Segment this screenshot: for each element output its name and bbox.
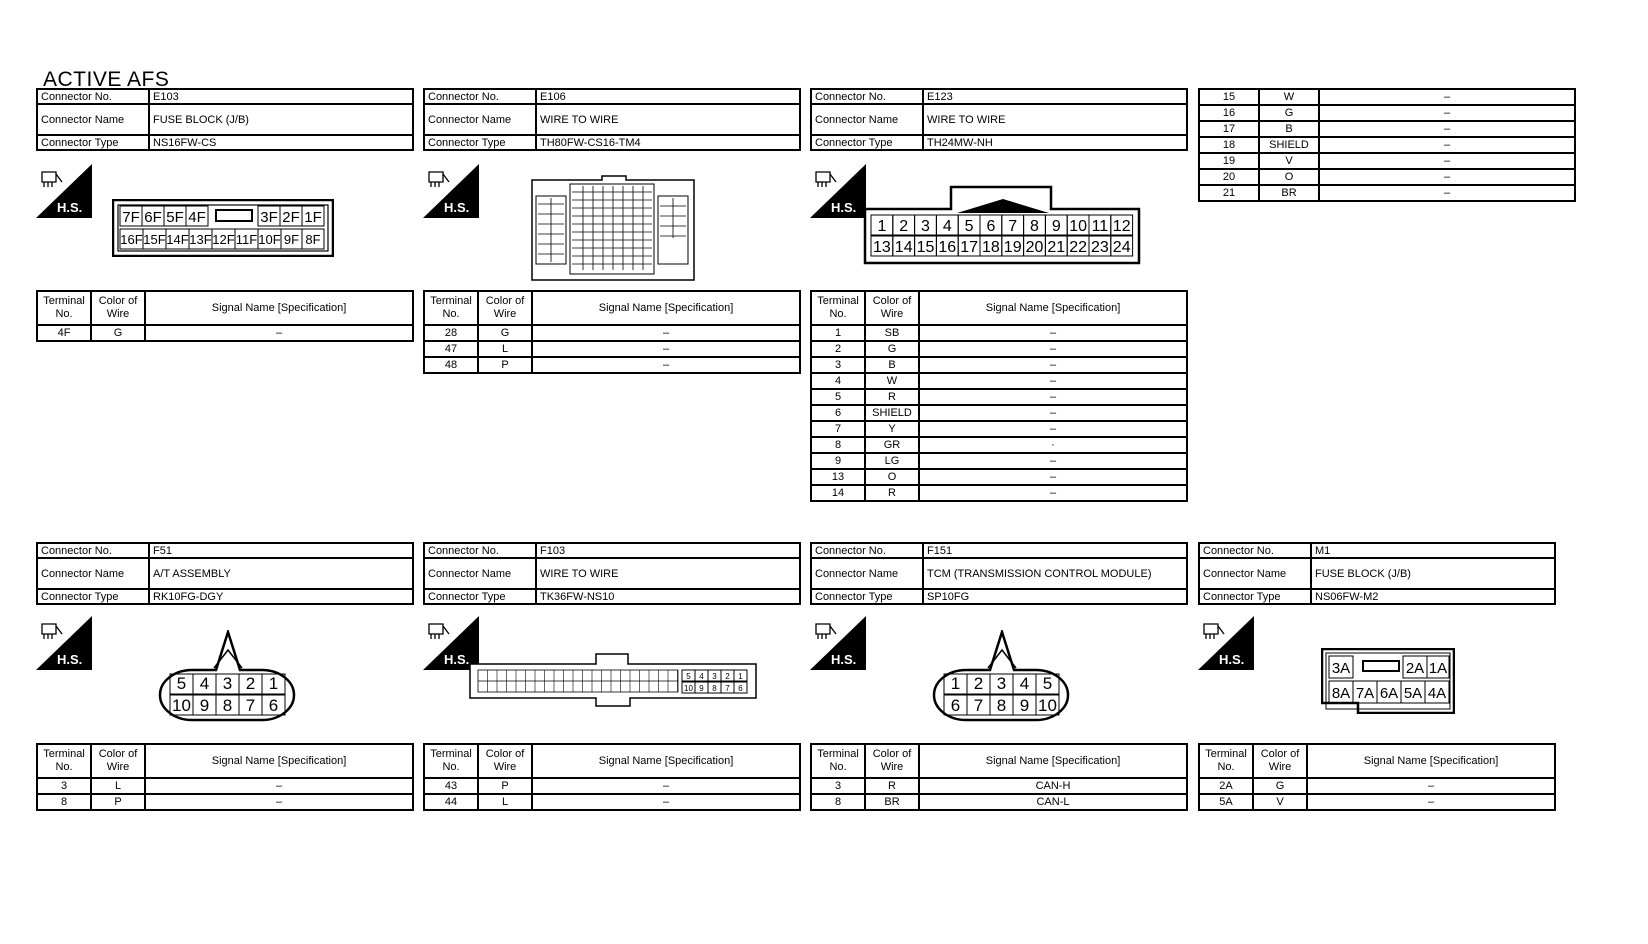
svg-text:3: 3: [921, 218, 930, 235]
connector-name-label: Connector Name: [424, 104, 536, 135]
pin-2a: [1403, 656, 1427, 678]
signal-header: Signal Name [Specification]: [919, 291, 1187, 325]
pin-6a: [1377, 681, 1401, 703]
svg-text:9: 9: [1019, 696, 1030, 715]
connector-info-table: [36, 542, 414, 605]
signal-header: Signal Name [Specification]: [919, 744, 1187, 778]
connector-info-table: [36, 88, 414, 151]
svg-text:2F: 2F: [282, 209, 300, 226]
table-row: 16 G –: [1199, 105, 1575, 121]
svg-text:3: 3: [712, 672, 717, 681]
signal-header: Signal Name [Specification]: [532, 291, 800, 325]
harness-side-icon: [810, 164, 866, 218]
svg-text:6: 6: [738, 684, 743, 693]
connector-info-table: [423, 88, 801, 151]
connector-no-value: F51: [149, 543, 413, 558]
svg-text:1: 1: [738, 672, 743, 681]
color-header: Color of Wire: [865, 291, 919, 325]
connector-no-label: Connector No.: [811, 543, 923, 558]
connector-face-f103: [468, 652, 758, 708]
svg-text:15: 15: [916, 239, 935, 256]
svg-text:17: 17: [960, 239, 978, 256]
svg-text:8: 8: [1030, 218, 1039, 235]
connector-no-label: Connector No.: [424, 543, 536, 558]
table-row: 8 P –: [37, 794, 413, 810]
svg-text:5: 5: [964, 218, 974, 235]
svg-text:2: 2: [725, 672, 730, 681]
svg-text:5: 5: [1042, 674, 1053, 693]
table-row: 5A V –: [1199, 794, 1555, 810]
pin-8a: [1329, 681, 1353, 703]
svg-text:6A: 6A: [1379, 685, 1399, 702]
svg-text:H.S.: H.S.: [831, 652, 857, 667]
connector-block-e106: [423, 88, 801, 151]
connector-type-value: NS06FW-M2: [1311, 589, 1555, 604]
svg-text:4A: 4A: [1427, 685, 1447, 702]
pin-10: [1036, 695, 1059, 715]
svg-text:15F: 15F: [143, 232, 166, 247]
signal-table-f151: [810, 743, 1188, 811]
svg-text:2: 2: [245, 674, 256, 693]
pin-9f: [281, 229, 302, 249]
pin-21: [1045, 236, 1067, 256]
svg-text:11F: 11F: [235, 232, 258, 247]
svg-text:4F: 4F: [188, 209, 206, 226]
svg-text:7A: 7A: [1355, 685, 1375, 702]
connector-no-label: Connector No.: [37, 543, 149, 558]
svg-text:12F: 12F: [212, 232, 235, 247]
table-row: 28 G –: [424, 325, 800, 341]
connector-block-f151: [810, 542, 1188, 605]
pin-7a: [1353, 681, 1377, 703]
table-row: 7 Y –: [811, 421, 1187, 437]
pin-2f: [280, 206, 302, 226]
terminal-header: Terminal No.: [37, 291, 91, 325]
connector-name-label: Connector Name: [811, 104, 923, 135]
svg-text:10: 10: [1038, 696, 1057, 715]
svg-text:1A: 1A: [1428, 660, 1448, 677]
connector-no-label: Connector No.: [37, 89, 149, 104]
connector-type-value: SP10FG: [923, 589, 1187, 604]
pin-13f: [189, 229, 212, 249]
svg-text:7: 7: [973, 696, 984, 715]
signal-header: Signal Name [Specification]: [145, 291, 413, 325]
pin-10f: [258, 229, 281, 249]
connector-info-table: [423, 542, 801, 605]
svg-text:13F: 13F: [189, 232, 212, 247]
table-row: 21 BR –: [1199, 185, 1575, 201]
color-header: Color of Wire: [91, 291, 145, 325]
harness-side-icon: [423, 164, 479, 218]
harness-side-icon: [1198, 616, 1254, 670]
connector-info-table: [810, 542, 1188, 605]
connector-name-value: FUSE BLOCK (J/B): [149, 104, 413, 135]
svg-text:6F: 6F: [144, 209, 162, 226]
connector-name-value: WIRE TO WIRE: [923, 104, 1187, 135]
signal-header: Signal Name [Specification]: [1307, 744, 1555, 778]
svg-text:6: 6: [986, 218, 996, 235]
svg-text:8: 8: [712, 684, 717, 693]
signal-table-f103: [423, 743, 801, 811]
pin-14f: [166, 229, 189, 249]
table-row: 43 P –: [424, 778, 800, 794]
svg-text:9: 9: [699, 684, 704, 693]
table-row: 8 GR ·: [811, 437, 1187, 453]
svg-text:14: 14: [894, 239, 913, 256]
svg-text:2: 2: [973, 674, 984, 693]
connector-type-value: TK36FW-NS10: [536, 589, 800, 604]
pin-1a: [1427, 656, 1449, 678]
pin-14: [893, 236, 915, 256]
connector-face-m1: [1321, 648, 1455, 714]
connector-no-label: Connector No.: [1199, 543, 1311, 558]
connector-name-label: Connector Name: [37, 104, 149, 135]
pin-18: [980, 236, 1002, 256]
connector-block-e123: [810, 88, 1188, 151]
connector-type-label: Connector Type: [424, 589, 536, 604]
pin-11: [1089, 215, 1111, 235]
table-row: 5 R –: [811, 389, 1187, 405]
pin-3a: [1329, 656, 1353, 678]
svg-text:4: 4: [199, 674, 210, 693]
connector-type-label: Connector Type: [811, 135, 923, 150]
connector-no-value: E103: [149, 89, 413, 104]
connector-block-f51: [36, 542, 414, 605]
svg-text:10: 10: [1069, 218, 1087, 235]
table-row: 2A G –: [1199, 778, 1555, 794]
table-row: 3 R CAN-H: [811, 778, 1187, 794]
svg-text:9: 9: [199, 696, 210, 715]
svg-text:1: 1: [268, 674, 279, 693]
signal-header: Signal Name [Specification]: [145, 744, 413, 778]
signal-table-m1: [1198, 743, 1556, 811]
pin-1f: [302, 206, 324, 226]
svg-text:2: 2: [899, 218, 909, 235]
svg-text:19: 19: [1003, 239, 1022, 256]
pin-10: [1067, 215, 1089, 235]
svg-text:12: 12: [1112, 218, 1131, 235]
table-row: 15 W –: [1199, 89, 1575, 105]
svg-text:21: 21: [1047, 239, 1066, 256]
pin-12f: [212, 229, 235, 249]
color-header: Color of Wire: [865, 744, 919, 778]
svg-text:1: 1: [877, 218, 887, 235]
svg-text:10: 10: [684, 684, 693, 693]
hs-label: H.S.: [57, 200, 83, 215]
pin-20: [1024, 236, 1046, 256]
connector-face-e103: [112, 199, 334, 257]
table-row: 8 BR CAN-L: [811, 794, 1187, 810]
connector-face-f51: [156, 630, 298, 722]
connector-name-value: FUSE BLOCK (J/B): [1311, 558, 1555, 589]
signal-header: Signal Name [Specification]: [532, 744, 800, 778]
connector-type-label: Connector Type: [1199, 589, 1311, 604]
pin-5f: [164, 206, 186, 226]
color-header: Color of Wire: [91, 744, 145, 778]
pin-16f: [120, 229, 143, 249]
pin-12: [1111, 215, 1133, 235]
svg-text:4: 4: [1019, 674, 1030, 693]
connector-type-value: RK10FG-DGY: [149, 589, 413, 604]
svg-text:5F: 5F: [166, 209, 184, 226]
signal-table-f51: [36, 743, 414, 811]
terminal-header: Terminal No.: [811, 744, 865, 778]
table-row: 6 SHIELD –: [811, 405, 1187, 421]
pin-17: [958, 236, 980, 256]
table-row: 4F G –: [37, 325, 413, 341]
svg-text:14F: 14F: [166, 232, 189, 247]
connector-type-label: Connector Type: [424, 135, 536, 150]
svg-text:H.S.: H.S.: [831, 200, 857, 215]
connector-name-value: TCM (TRANSMISSION CONTROL MODULE): [923, 558, 1187, 589]
connector-face-e106: [530, 174, 696, 282]
svg-text:7F: 7F: [122, 209, 140, 226]
svg-text:8A: 8A: [1331, 685, 1351, 702]
connector-name-value: WIRE TO WIRE: [536, 104, 800, 135]
table-row: 2 G –: [811, 341, 1187, 357]
svg-text:24: 24: [1112, 239, 1131, 256]
svg-text:4: 4: [942, 218, 952, 235]
connector-block-m1: [1198, 542, 1556, 605]
connector-name-value: A/T ASSEMBLY: [149, 558, 413, 589]
pin-15: [915, 236, 937, 256]
connector-no-value: E123: [923, 89, 1187, 104]
connector-type-label: Connector Type: [811, 589, 923, 604]
connector-no-label: Connector No.: [424, 89, 536, 104]
table-row: 1 SB –: [811, 325, 1187, 341]
pin-10: [170, 695, 193, 715]
svg-text:10: 10: [172, 696, 191, 715]
svg-text:1F: 1F: [304, 209, 322, 226]
svg-text:H.S.: H.S.: [57, 652, 83, 667]
pin-19: [1002, 236, 1024, 256]
table-row: 20 O –: [1199, 169, 1575, 185]
pin-13: [871, 236, 893, 256]
svg-text:7: 7: [725, 684, 730, 693]
connector-info-table: [1198, 542, 1556, 605]
table-row: 44 L –: [424, 794, 800, 810]
svg-text:8: 8: [222, 696, 233, 715]
color-header: Color of Wire: [1253, 744, 1307, 778]
table-row: 48 P –: [424, 357, 800, 373]
terminal-header: Terminal No.: [1199, 744, 1253, 778]
table-row: 3 L –: [37, 778, 413, 794]
connector-type-label: Connector Type: [37, 135, 149, 150]
svg-text:13: 13: [873, 239, 891, 256]
svg-text:2A: 2A: [1405, 660, 1425, 677]
connector-no-value: M1: [1311, 543, 1555, 558]
signal-table-e106: [423, 290, 801, 374]
svg-text:8F: 8F: [305, 232, 321, 247]
svg-text:20: 20: [1025, 239, 1044, 256]
pin-24: [1111, 236, 1133, 256]
terminal-header: Terminal No.: [811, 291, 865, 325]
pin-5a: [1401, 681, 1425, 703]
table-row: 18 SHIELD –: [1199, 137, 1575, 153]
svg-text:7: 7: [1008, 218, 1018, 235]
harness-side-icon: [36, 616, 92, 670]
svg-text:5: 5: [686, 672, 691, 681]
svg-text:16: 16: [938, 239, 957, 256]
connector-type-label: Connector Type: [37, 589, 149, 604]
table-row: 17 B –: [1199, 121, 1575, 137]
connector-face-e123: [863, 185, 1141, 265]
table-row: 4 W –: [811, 373, 1187, 389]
table-row: 13 O –: [811, 469, 1187, 485]
terminal-header: Terminal No.: [424, 291, 478, 325]
connector-name-label: Connector Name: [37, 558, 149, 589]
table-row: 14 R –: [811, 485, 1187, 501]
connector-name-label: Connector Name: [1199, 558, 1311, 589]
svg-text:16F: 16F: [120, 232, 143, 247]
pin-4f: [186, 206, 208, 226]
connector-type-value: NS16FW-CS: [149, 135, 413, 150]
svg-text:10F: 10F: [258, 232, 281, 247]
pin-7f: [120, 206, 142, 226]
pin-23: [1089, 236, 1111, 256]
table-row: 9 LG –: [811, 453, 1187, 469]
table-row: 3 B –: [811, 357, 1187, 373]
color-header: Color of Wire: [478, 291, 532, 325]
pin-4a: [1425, 681, 1449, 703]
svg-text:H.S.: H.S.: [444, 200, 470, 215]
connector-no-value: E106: [536, 89, 800, 104]
svg-text:3F: 3F: [260, 209, 278, 226]
svg-text:6: 6: [268, 696, 279, 715]
pin-16: [936, 236, 958, 256]
terminal-header: Terminal No.: [37, 744, 91, 778]
connector-no-value: F151: [923, 543, 1187, 558]
connector-no-value: F103: [536, 543, 800, 558]
connector-name-label: Connector Name: [424, 558, 536, 589]
connector-block-f103: [423, 542, 801, 605]
svg-text:3: 3: [996, 674, 1007, 693]
signal-table-e103: [36, 290, 414, 342]
svg-text:8: 8: [996, 696, 1007, 715]
connector-type-value: TH80FW-CS16-TM4: [536, 135, 800, 150]
terminal-header: Terminal No.: [424, 744, 478, 778]
svg-text:22: 22: [1069, 239, 1087, 256]
svg-text:5: 5: [176, 674, 187, 693]
svg-text:6: 6: [950, 696, 961, 715]
svg-text:3A: 3A: [1331, 660, 1351, 677]
connector-face-f151: [930, 630, 1072, 722]
signal-table-e123-continued: [1198, 88, 1576, 202]
pin-6f: [142, 206, 164, 226]
connector-info-table: [810, 88, 1188, 151]
svg-text:3: 3: [222, 674, 233, 693]
connector-name-value: WIRE TO WIRE: [536, 558, 800, 589]
connector-no-label: Connector No.: [811, 89, 923, 104]
table-row: 47 L –: [424, 341, 800, 357]
harness-side-icon: [810, 616, 866, 670]
connector-type-value: TH24MW-NH: [923, 135, 1187, 150]
svg-text:18: 18: [982, 239, 1000, 256]
color-header: Color of Wire: [478, 744, 532, 778]
signal-table-e123: [810, 290, 1188, 502]
connector-block-e103: [36, 88, 414, 151]
svg-text:H.S.: H.S.: [444, 652, 470, 667]
svg-text:1: 1: [950, 674, 961, 693]
svg-text:9F: 9F: [283, 232, 300, 247]
pin-15f: [143, 229, 166, 249]
harness-side-icon: [36, 164, 92, 218]
svg-text:4: 4: [699, 672, 704, 681]
svg-text:11: 11: [1091, 218, 1109, 235]
svg-text:23: 23: [1091, 239, 1109, 256]
svg-text:H.S.: H.S.: [1219, 652, 1245, 667]
pin-11f: [235, 229, 258, 249]
svg-text:5A: 5A: [1403, 685, 1423, 702]
pin-22: [1067, 236, 1089, 256]
page-title: ACTIVE AFS: [43, 68, 170, 91]
pin-3f: [258, 206, 280, 226]
connector-name-label: Connector Name: [811, 558, 923, 589]
svg-text:7: 7: [245, 696, 256, 715]
svg-text:9: 9: [1051, 218, 1061, 235]
table-row: 19 V –: [1199, 153, 1575, 169]
